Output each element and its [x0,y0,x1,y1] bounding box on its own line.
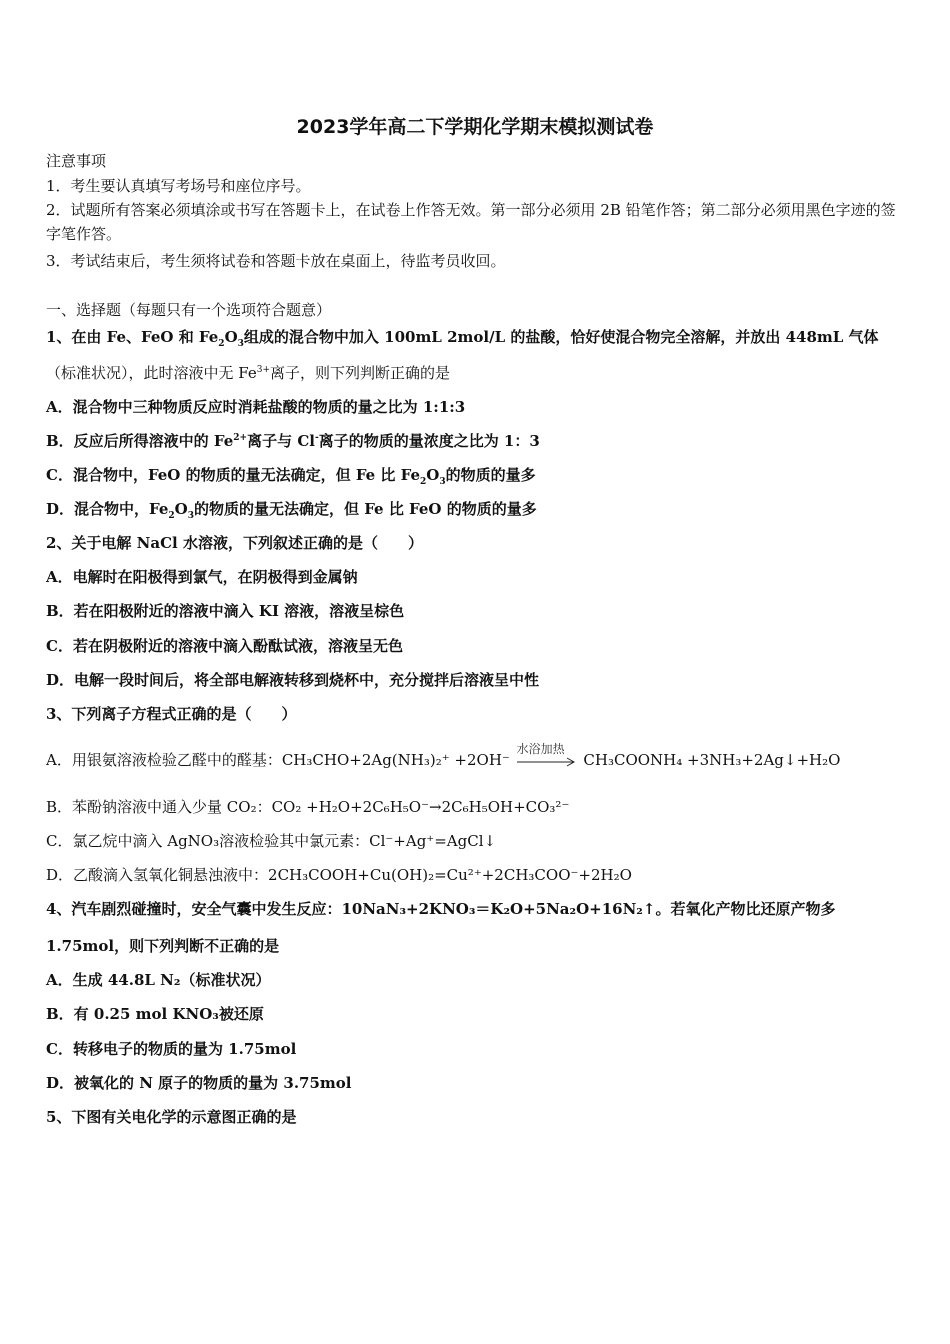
notice-heading: 注意事项 [46,152,107,170]
q3-option-d: D．乙酸滴入氢氧化铜悬浊液中：2CH₃COOH+Cu(OH)₂=Cu²⁺+2CH₃COO⁻+2H₂O [46,866,632,884]
q4-option-a: A．生成 44.8L N₂（标准状况） [46,971,271,989]
q1-stem-line1: 1、在由 Fe、FeO 和 $Fe_2O_3$组成的混合物中加入 100mL 2mol/L 的盐酸，恰好使混合物完全溶解，并放出 448mL 气体 [46,328,879,349]
q4-option-c: C．转移电子的物质的量为 1.75mol [46,1040,297,1058]
q2-option-a: A．电解时在阳极得到氯气，在阴极得到金属钠 [46,568,358,586]
q2-option-b: B．若在阳极附近的溶液中滴入 KI 溶液，溶液呈棕色 [46,602,405,620]
q4-option-d: D．被氧化的 N 原子的物质的量为 3.75mol [46,1074,352,1092]
section-heading: 一、选择题（每题只有一个选项符合题意） [46,301,332,319]
notice-item-2: 2．试题所有答案必须填涂或书写在答题卡上，在试卷上作答无效。第一部分必须用 2B 铅笔作答；第二部分必须用黑色字迹的签字笔作答。 [46,201,896,243]
q1-option-a: A．混合物中三种物质反应时消耗盐酸的物质的量之比为 1:1:3 [46,398,466,416]
q3-stem: 3、下列离子方程式正确的是（ ） [46,705,297,723]
q2-option-c: C．若在阴极附近的溶液中滴入酚酞试液，溶液呈无色 [46,637,403,655]
q3-option-a: A．用银氨溶液检验乙醛中的醛基：CH₃CHO+2Ag(NH₃)₂⁺ +2OH⁻ 水浴加热 CH₃COONH₄ +3NH₃+2Ag↓+H₂O [46,750,840,770]
right-arrow-icon [517,757,577,767]
q1-option-c: C．混合物中，FeO 的物质的量无法确定，但 Fe 比 $Fe_2O_3$的物质的量多 [46,466,536,487]
q4-stem-line1: 4、汽车剧烈碰撞时，安全气囊中发生反应：10NaN₃+2KNO₃＝K₂O+5Na₂O+16N₂↑。若氧化产物比还原产物多 [46,900,836,918]
notice-item-3: 3．考试结束后，考生须将试卷和答题卡放在桌面上，待监考员收回。 [46,252,506,270]
q1-option-d: D．混合物中，$Fe_2O_3$的物质的量无法确定，但 Fe 比 FeO 的物质的量多 [46,500,537,521]
q1-stem-line2: （标准状况），此时溶液中无 $Fe^{3+}$离子，则下列判断正确的是 [46,364,451,382]
q5-stem: 5、下图有关电化学的示意图正确的是 [46,1108,297,1126]
page-title: 2023学年高二下学期化学期末模拟测试卷 [296,116,654,138]
q2-stem: 2、关于电解 NaCl 水溶液，下列叙述正确的是（ ） [46,534,423,552]
q3-option-c: C．氯乙烷中滴入 AgNO₃溶液检验其中氯元素：Cl⁻+Ag⁺=AgCl↓ [46,832,497,850]
reaction-arrow [516,742,577,767]
q4-option-b: B．有 0.25 mol KNO₃被还原 [46,1005,264,1023]
arrow-condition-label: 水浴加热 [516,742,565,756]
q4-stem-line2: 1.75mol，则下列判断不正确的是 [46,937,280,955]
q3-option-b: B．苯酚钠溶液中通入少量 CO₂：CO₂ +H₂O+2C₆H₅O⁻→2C₆H₅OH+CO₃²⁻ [46,798,570,816]
notice-item-1: 1．考生要认真填写考场号和座位序号。 [46,177,311,195]
q2-option-d: D．电解一段时间后，将全部电解液转移到烧杯中，充分搅拌后溶液呈中性 [46,671,540,689]
q1-option-b: B．反应后所得溶液中的 $Fe^{2+}$离子与 Cl-离子的物质的量浓度之比为 1：3 [46,432,540,450]
